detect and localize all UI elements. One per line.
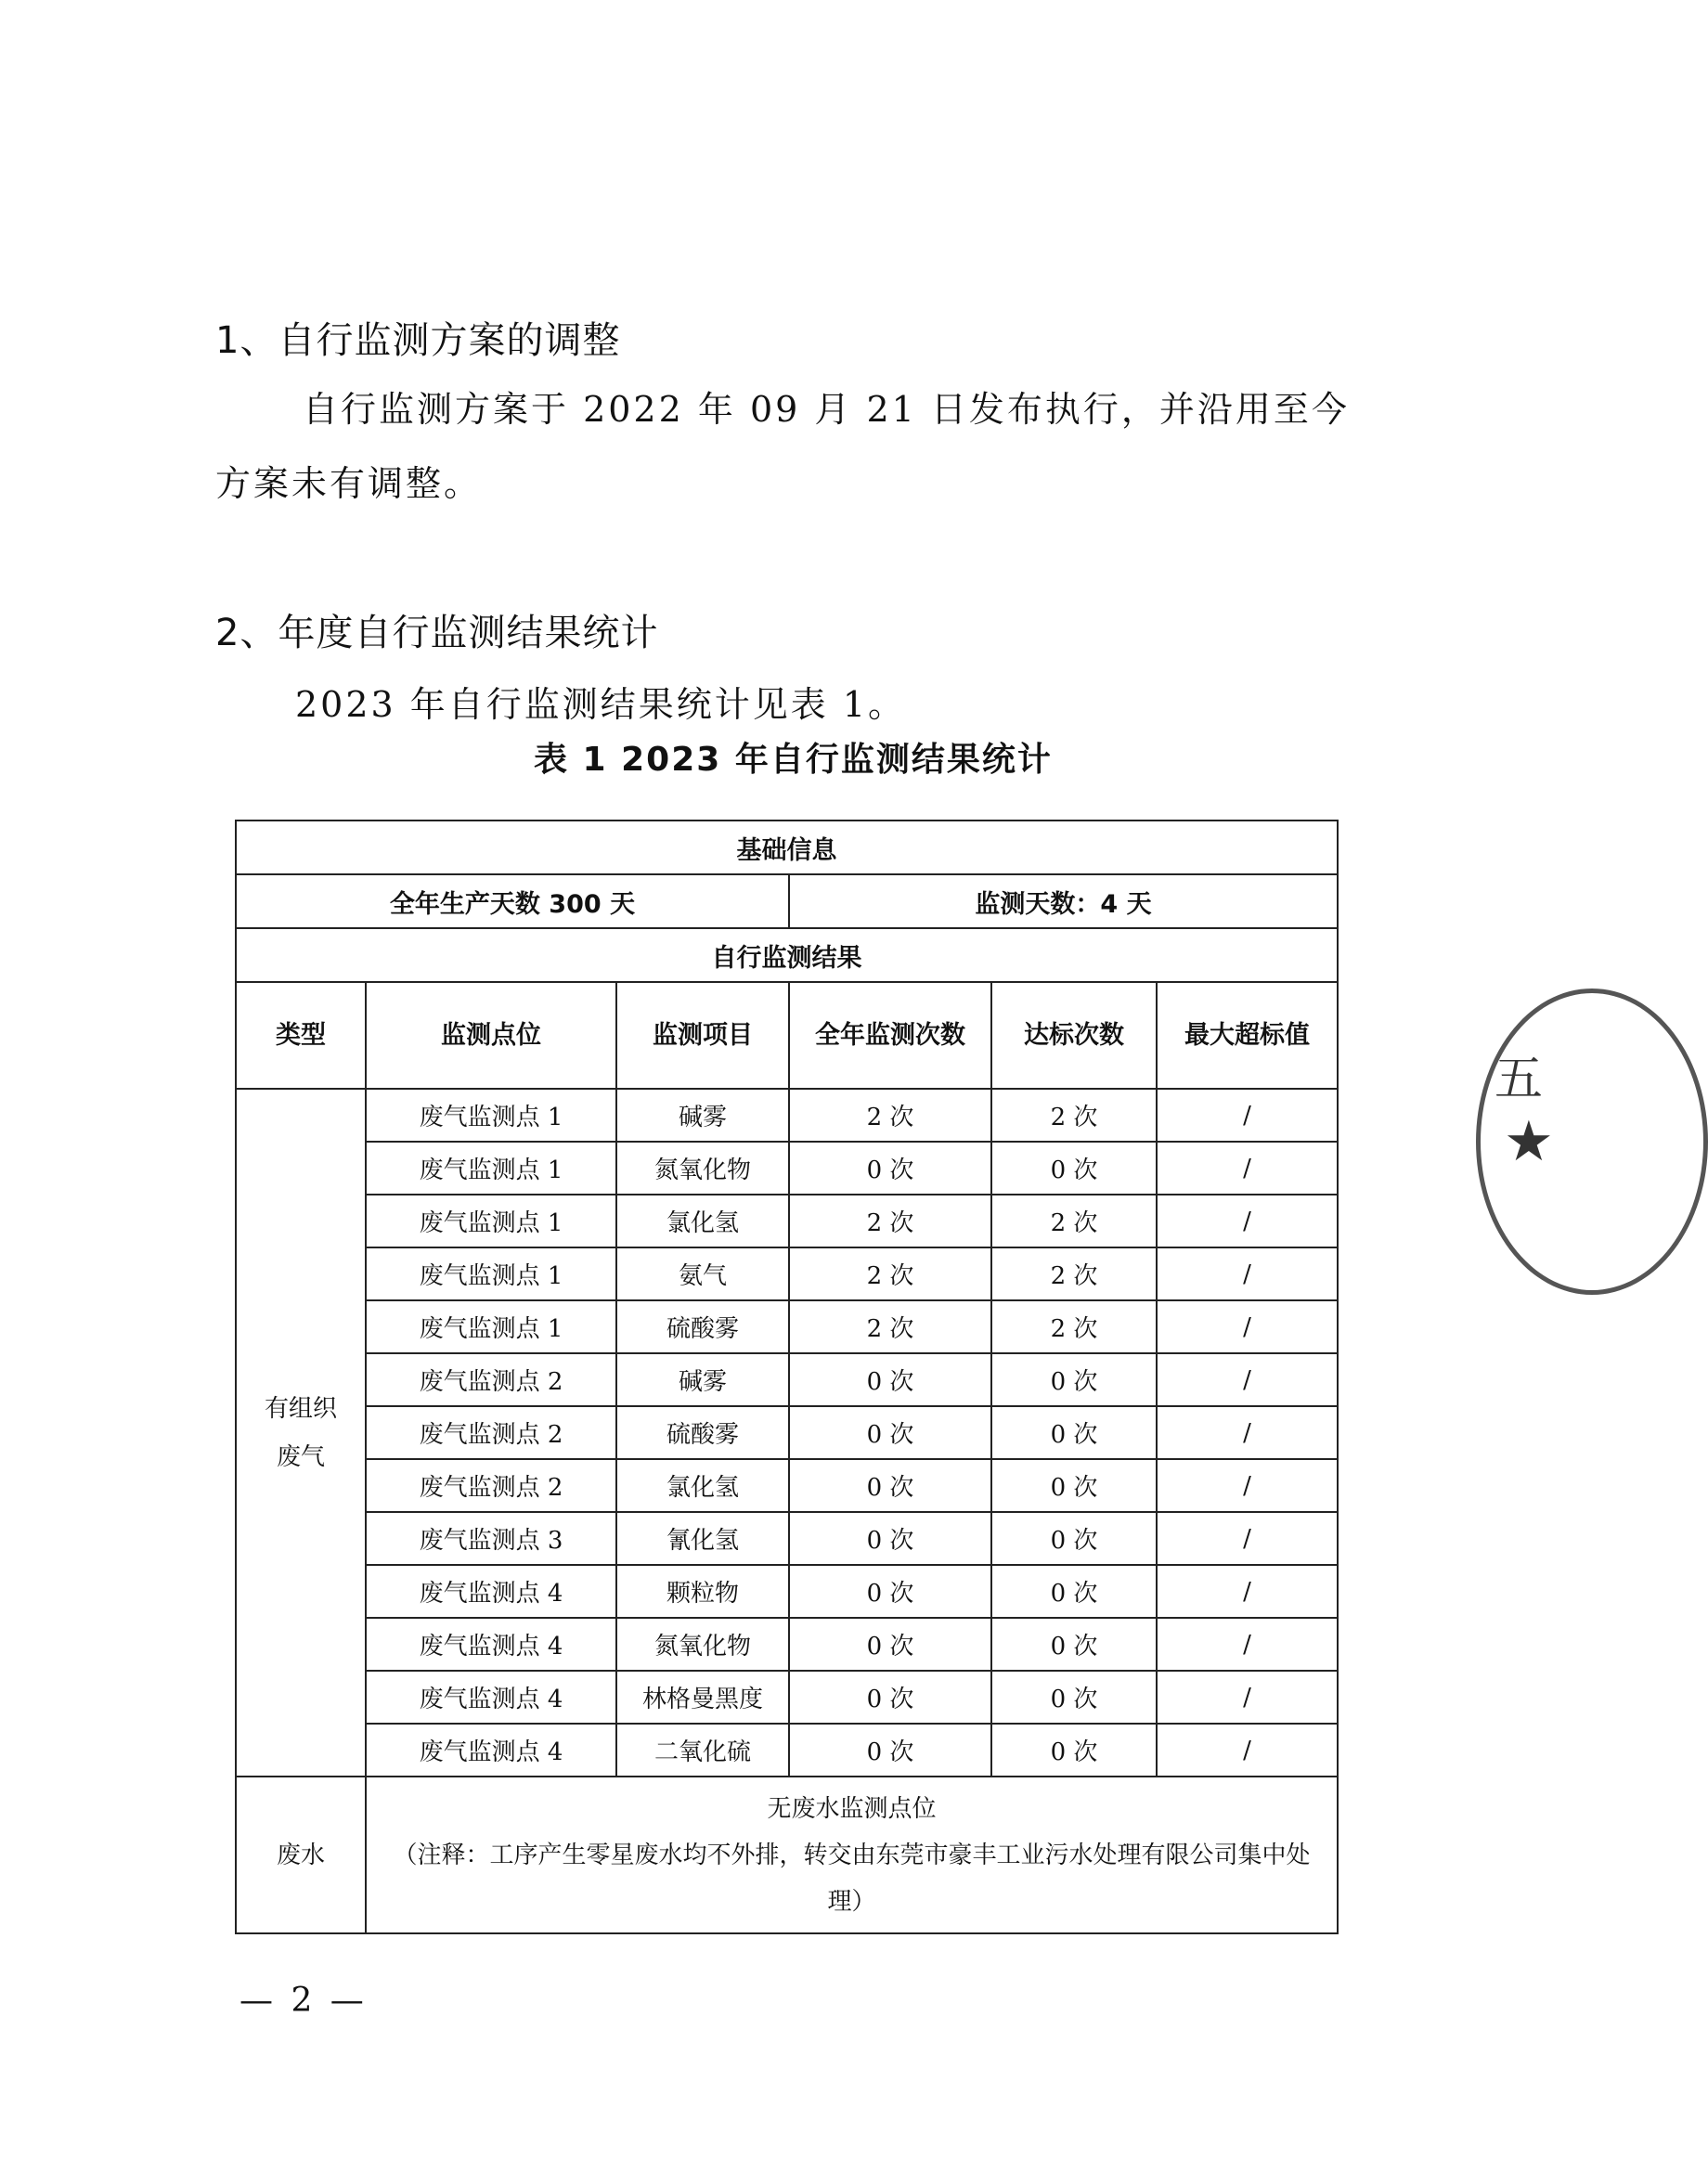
cell-max: / — [1157, 1247, 1338, 1300]
cell-max: / — [1157, 1406, 1338, 1459]
cell-point: 废气监测点 1 — [366, 1195, 616, 1247]
cell-item: 碱雾 — [616, 1089, 789, 1142]
cell-point: 废气监测点 1 — [366, 1247, 616, 1300]
table-row — [236, 1300, 1338, 1353]
cell-point: 废气监测点 2 — [366, 1406, 616, 1459]
cell-point: 废气监测点 4 — [366, 1565, 616, 1618]
cell-item: 硫酸雾 — [616, 1300, 789, 1353]
section1-paragraph-line2: 方案未有调整。 — [215, 463, 483, 504]
section1-heading: 1、自行监测方案的调整 — [215, 319, 621, 362]
cell-compliant: 0 次 — [991, 1671, 1157, 1724]
cell-point: 废气监测点 2 — [366, 1353, 616, 1406]
cell-item: 颗粒物 — [616, 1565, 789, 1618]
monitoring-results-table — [235, 820, 1339, 1934]
cell-compliant: 0 次 — [991, 1142, 1157, 1195]
cell-max: / — [1157, 1300, 1338, 1353]
header-max-exceed: 最大超标值 — [1157, 982, 1338, 1089]
wastewater-note — [366, 1777, 1338, 1933]
cell-compliant: 2 次 — [991, 1300, 1157, 1353]
cell-max: / — [1157, 1195, 1338, 1247]
table-row — [236, 1406, 1338, 1459]
cell-point: 废气监测点 2 — [366, 1459, 616, 1512]
header-compliant-count: 达标次数 — [991, 982, 1157, 1089]
table-header-row — [236, 982, 1338, 1089]
cell-point: 废气监测点 4 — [366, 1618, 616, 1671]
table-row — [236, 1089, 1338, 1142]
cell-annual: 0 次 — [789, 1671, 991, 1724]
cell-item: 林格曼黑度 — [616, 1671, 789, 1724]
cell-annual: 2 次 — [789, 1089, 991, 1142]
cell-annual: 0 次 — [789, 1618, 991, 1671]
table-row — [236, 1247, 1338, 1300]
cell-compliant: 0 次 — [991, 1618, 1157, 1671]
cell-max: / — [1157, 1565, 1338, 1618]
table-row — [236, 1195, 1338, 1247]
type-cell-gas: 有组织废气 — [236, 1089, 366, 1777]
seal-star-icon: ★ — [1504, 1109, 1554, 1174]
cell-point: 废气监测点 4 — [366, 1724, 616, 1777]
cell-item: 氨气 — [616, 1247, 789, 1300]
table-row — [236, 1565, 1338, 1618]
basic-info-title: 基础信息 — [236, 821, 1338, 874]
cell-max: / — [1157, 1618, 1338, 1671]
cell-compliant: 2 次 — [991, 1089, 1157, 1142]
wastewater-line2: （注释：工序产生零星废水均不外排，转交由东莞市豪丰工业污水处理有限公司集中处理） — [393, 1841, 1311, 1916]
wastewater-row — [236, 1777, 1338, 1933]
cell-annual: 0 次 — [789, 1353, 991, 1406]
cell-max: / — [1157, 1089, 1338, 1142]
table-row — [236, 1724, 1338, 1777]
cell-annual: 2 次 — [789, 1300, 991, 1353]
cell-item: 氯化氢 — [616, 1459, 789, 1512]
cell-compliant: 0 次 — [991, 1459, 1157, 1512]
cell-compliant: 2 次 — [991, 1195, 1157, 1247]
cell-max: / — [1157, 1353, 1338, 1406]
cell-point: 废气监测点 1 — [366, 1089, 616, 1142]
table-row — [236, 1671, 1338, 1724]
table-row — [236, 1459, 1338, 1512]
table-row — [236, 1618, 1338, 1671]
table-row — [236, 1353, 1338, 1406]
cell-max: / — [1157, 1459, 1338, 1512]
cell-compliant: 0 次 — [991, 1565, 1157, 1618]
section2-paragraph: 2023 年自行监测结果统计见表 1。 — [295, 684, 907, 725]
production-days: 全年生产天数 300 天 — [236, 874, 789, 928]
cell-item: 氯化氢 — [616, 1195, 789, 1247]
cell-annual: 0 次 — [789, 1565, 991, 1618]
cell-item: 二氧化硫 — [616, 1724, 789, 1777]
table-caption: 表 1 2023 年自行监测结果统计 — [534, 741, 1053, 779]
cell-compliant: 0 次 — [991, 1512, 1157, 1565]
cell-annual: 0 次 — [789, 1406, 991, 1459]
cell-annual: 2 次 — [789, 1247, 991, 1300]
results-title: 自行监测结果 — [236, 928, 1338, 982]
cell-max: / — [1157, 1512, 1338, 1565]
cell-annual: 0 次 — [789, 1142, 991, 1195]
cell-max: / — [1157, 1671, 1338, 1724]
cell-compliant: 0 次 — [991, 1406, 1157, 1459]
header-point: 监测点位 — [366, 982, 616, 1089]
monitoring-days: 监测天数：4 天 — [789, 874, 1338, 928]
cell-compliant: 0 次 — [991, 1724, 1157, 1777]
cell-point: 废气监测点 1 — [366, 1300, 616, 1353]
table-row — [236, 1142, 1338, 1195]
cell-item: 氮氧化物 — [616, 1142, 789, 1195]
cell-max: / — [1157, 1142, 1338, 1195]
wastewater-line1: 无废水监测点位 — [767, 1794, 937, 1823]
cell-item: 氮氧化物 — [616, 1618, 789, 1671]
cell-annual: 0 次 — [789, 1459, 991, 1512]
table-row — [236, 1512, 1338, 1565]
page-number: — 2 — — [239, 1982, 368, 2020]
header-type: 类型 — [236, 982, 366, 1089]
cell-annual: 2 次 — [789, 1195, 991, 1247]
seal-stamp-text: 五 — [1494, 1052, 1544, 1107]
cell-item: 碱雾 — [616, 1353, 789, 1406]
header-annual-count: 全年监测次数 — [789, 982, 991, 1089]
cell-point: 废气监测点 4 — [366, 1671, 616, 1724]
cell-item: 氰化氢 — [616, 1512, 789, 1565]
section1-paragraph-line1: 自行监测方案于 2022 年 09 月 21 日发布执行，并沿用至今 — [303, 389, 1350, 430]
cell-compliant: 2 次 — [991, 1247, 1157, 1300]
type-cell-wastewater: 废水 — [236, 1777, 366, 1933]
header-item: 监测项目 — [616, 982, 789, 1089]
section2-heading: 2、年度自行监测结果统计 — [215, 612, 659, 654]
cell-annual: 0 次 — [789, 1724, 991, 1777]
cell-annual: 0 次 — [789, 1512, 991, 1565]
cell-compliant: 0 次 — [991, 1353, 1157, 1406]
cell-item: 硫酸雾 — [616, 1406, 789, 1459]
cell-point: 废气监测点 3 — [366, 1512, 616, 1565]
cell-point: 废气监测点 1 — [366, 1142, 616, 1195]
cell-max: / — [1157, 1724, 1338, 1777]
